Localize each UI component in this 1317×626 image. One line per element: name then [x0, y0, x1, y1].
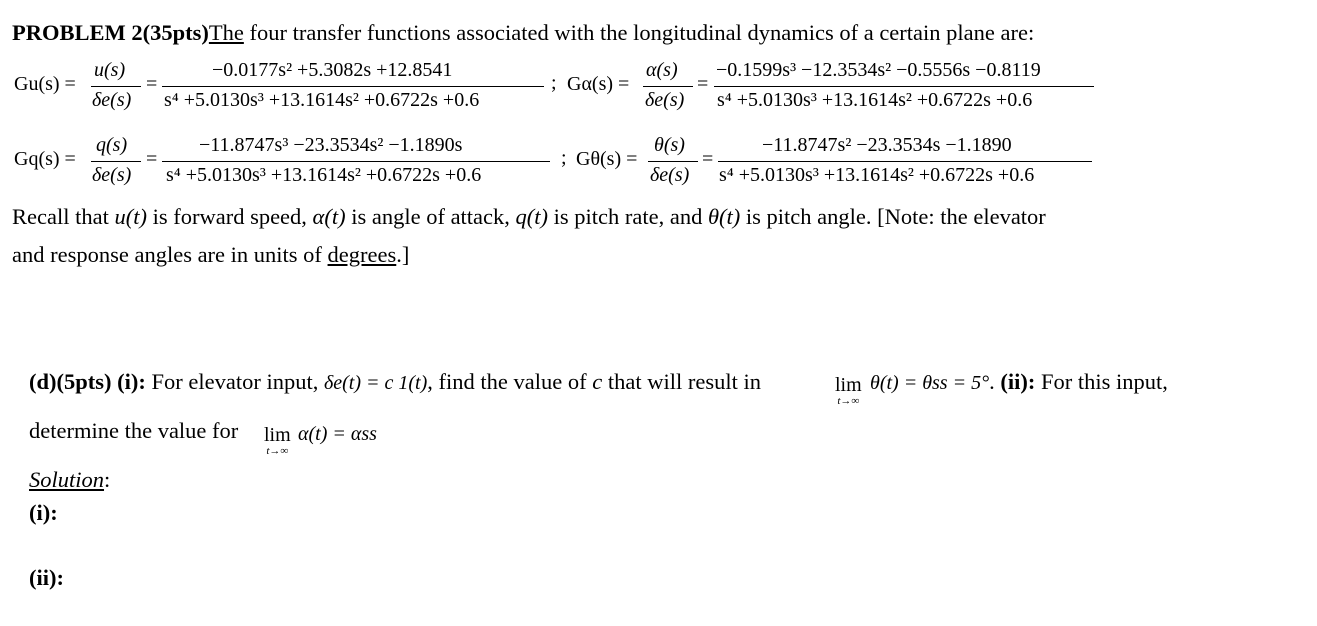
tf-gq-equals: =: [146, 148, 158, 170]
part-d-line-1-end: [870, 369, 1168, 395]
solution-heading: [29, 467, 110, 493]
part-d-input-expr: δe(t) = c 1(t): [323, 372, 428, 394]
problem-intro-text: four transfer functions associated with the longitudinal dynamics of a certain plane are:: [243, 20, 1035, 45]
tf-galpha-fraction-bar: [714, 86, 1094, 87]
part-d-c: c: [592, 369, 603, 394]
part-d-text-d: For this input,: [1040, 369, 1168, 394]
tf-gu-symbol-bar: [91, 86, 141, 87]
part-d-lim-sub-1: t→∞: [837, 395, 860, 407]
tf-gtheta-num-symbol: θ(s): [654, 134, 685, 156]
recall-text-c: is angle of attack,: [351, 204, 510, 229]
tf-gq-fraction-bar: [162, 161, 550, 162]
tf-gu-numerator: −0.0177s² +5.3082s +12.8541: [212, 59, 453, 81]
part-d-lim-word-1: lim: [835, 374, 862, 396]
recall-line-1: [12, 204, 1046, 230]
tf-gtheta-fraction-bar: [718, 161, 1092, 162]
tf-gu-fraction-bar: [162, 86, 544, 87]
problem-heading-the: The: [208, 20, 244, 45]
recall-theta: θ(t): [707, 204, 741, 229]
problem-heading: PROBLEM 2(35pts): [12, 20, 209, 45]
part-d-line-2: determine the value for: [29, 418, 239, 443]
tf-gtheta-numerator: −11.8747s² −23.3534s −1.1890: [762, 134, 1012, 156]
solution-label: Solution: [29, 467, 105, 492]
tf-gtheta-symbol-bar: [648, 161, 698, 162]
part-d-text-c: that will result in: [607, 369, 761, 394]
problem-intro: [12, 20, 1034, 46]
part-d-lim-word-2: lim: [264, 424, 291, 446]
part-d-ii-label: (ii):: [1000, 369, 1036, 394]
tf-separator-1: ;: [551, 72, 557, 94]
tf-gq-symbol-bar: [91, 161, 141, 162]
part-d-lim-alpha: [264, 425, 291, 457]
solution-i-label: (i):: [29, 500, 58, 525]
recall-degrees: degrees: [327, 242, 397, 267]
recall-q: q(t): [515, 204, 549, 229]
part-d-line-1: [29, 369, 761, 395]
tf-gtheta-label: Gθ(s) =: [576, 148, 638, 170]
tf-gq-num-symbol: q(s): [96, 134, 128, 156]
tf-gq-numerator: −11.8747s³ −23.3534s² −1.1890s: [199, 134, 463, 156]
recall-alpha: α(t): [312, 204, 346, 229]
tf-gq-denominator: s⁴ +5.0130s³ +13.1614s² +0.6722s +0.6: [166, 164, 482, 186]
tf-galpha-denominator: s⁴ +5.0130s³ +13.1614s² +0.6722s +0.6: [717, 89, 1033, 111]
recall-text-a: Recall that: [12, 204, 109, 229]
recall-line-2: [12, 242, 409, 268]
tf-gu-label: Gu(s) =: [14, 73, 76, 95]
tf-galpha-num-symbol: α(s): [646, 59, 678, 81]
tf-gu-equals: =: [146, 73, 158, 95]
part-d-text-a: For elevator input,: [151, 369, 319, 394]
tf-galpha-label: Gα(s) =: [567, 73, 630, 95]
tf-gtheta-den-symbol: δe(s): [650, 164, 690, 186]
tf-gu-denominator: s⁴ +5.0130s³ +13.1614s² +0.6722s +0.6: [164, 89, 480, 111]
recall-text-e: is pitch angle. [Note: the elevator: [745, 204, 1046, 229]
solution-ii-label: (ii):: [29, 565, 64, 590]
recall-text-f: and response angles are in units of: [12, 242, 322, 267]
solution-ii: [29, 565, 64, 591]
part-d-lim-sub-2: t→∞: [266, 445, 289, 457]
tf-separator-2: ;: [561, 147, 567, 169]
part-d-lim-theta: [835, 375, 862, 407]
solution-colon: :: [104, 467, 111, 492]
solution-i: [29, 500, 58, 526]
part-d-theta-expr: θ(t) = θss = 5°: [870, 372, 990, 394]
tf-gtheta-denominator: s⁴ +5.0130s³ +13.1614s² +0.6722s +0.6: [719, 164, 1035, 186]
tf-galpha-den-symbol: δe(s): [645, 89, 685, 111]
tf-galpha-symbol-bar: [643, 86, 693, 87]
tf-galpha-numerator: −0.1599s³ −12.3534s² −0.5556s −0.8119: [716, 59, 1041, 81]
tf-gtheta-equals: =: [702, 148, 714, 170]
tf-gu-den-symbol: δe(s): [92, 89, 132, 111]
tf-gq-den-symbol: δe(s): [92, 164, 132, 186]
recall-u: u(t): [114, 204, 147, 229]
recall-text-b: is forward speed,: [152, 204, 307, 229]
tf-gq-label: Gq(s) =: [14, 148, 76, 170]
tf-galpha-equals: =: [697, 73, 709, 95]
part-d-label: (d)(5pts) (i):: [29, 369, 146, 394]
part-d-period: .: [989, 369, 995, 394]
recall-text-g: .]: [396, 242, 410, 267]
recall-text-d: is pitch rate, and: [553, 204, 703, 229]
part-d-alpha-wrap: [298, 420, 377, 446]
part-d-alpha-expr: α(t) = αss: [298, 423, 377, 445]
part-d-text-b: , find the value of: [427, 369, 587, 394]
tf-gu-num-symbol: u(s): [94, 59, 126, 81]
